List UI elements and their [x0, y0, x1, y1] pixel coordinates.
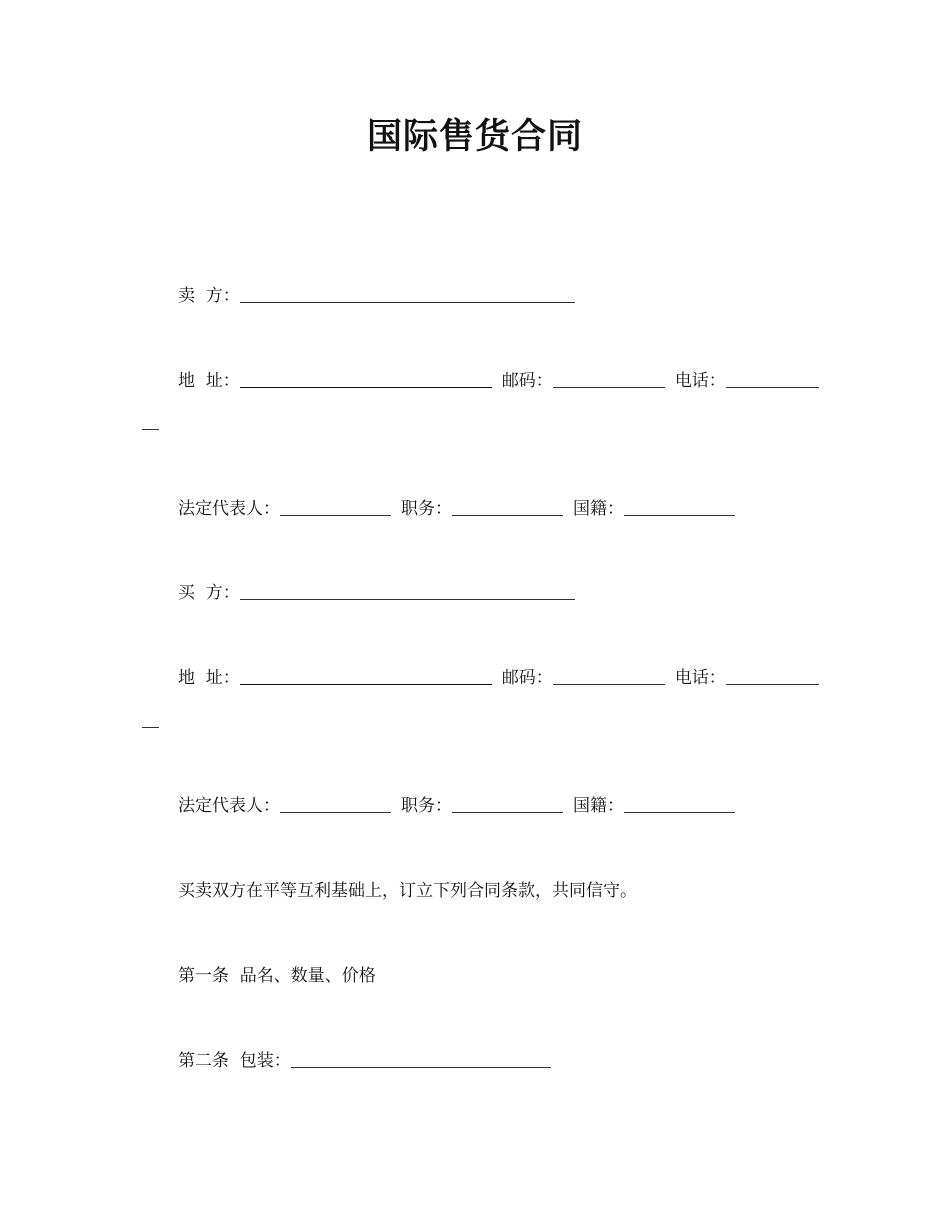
- preamble-text: 买卖双方在平等互利基础上，订立下列合同条款，共同信守。: [178, 881, 637, 901]
- seller-rep-blank[interactable]: [280, 514, 391, 516]
- buyer-position-label: 职务：: [401, 796, 452, 816]
- buyer-phone-label: 电话：: [674, 668, 726, 688]
- article-1-heading: 第一条 品名、数量、价格: [178, 966, 376, 986]
- article-2-label: 第二条 包装：: [178, 1051, 291, 1071]
- seller-position-blank[interactable]: [452, 514, 563, 516]
- buyer-rep-blank[interactable]: [280, 811, 391, 813]
- buyer-blank[interactable]: [240, 598, 575, 600]
- buyer-address-line: [178, 663, 819, 689]
- seller-postcode-label: 邮码：: [501, 371, 553, 391]
- article-2-line: [178, 1046, 551, 1072]
- buyer-label: 买 方：: [178, 583, 240, 603]
- buyer-position-blank[interactable]: [452, 811, 563, 813]
- buyer-phone-blank-wrap: [142, 727, 159, 728]
- seller-phone-blank-wrap: [142, 429, 159, 430]
- buyer-line: [178, 578, 575, 604]
- seller-phone-blank[interactable]: [726, 386, 819, 388]
- buyer-phone-blank[interactable]: [726, 683, 819, 685]
- seller-address-line: [178, 366, 819, 392]
- seller-address-blank[interactable]: [240, 386, 492, 388]
- article-1-line: [178, 961, 376, 987]
- buyer-postcode-blank[interactable]: [553, 683, 665, 685]
- preamble-line: [178, 876, 637, 902]
- seller-address-label: 地 址：: [178, 371, 240, 391]
- seller-nationality-label: 国籍：: [573, 499, 624, 519]
- packaging-blank[interactable]: [291, 1066, 551, 1068]
- seller-blank[interactable]: [240, 301, 575, 303]
- seller-phone-label: 电话：: [674, 371, 726, 391]
- buyer-rep-line: [178, 791, 735, 817]
- seller-rep-label: 法定代表人：: [178, 499, 280, 519]
- seller-postcode-blank[interactable]: [553, 386, 665, 388]
- buyer-address-label: 地 址：: [178, 668, 240, 688]
- seller-position-label: 职务：: [401, 499, 452, 519]
- buyer-postcode-label: 邮码：: [501, 668, 553, 688]
- seller-rep-line: [178, 494, 735, 520]
- buyer-nationality-label: 国籍：: [573, 796, 624, 816]
- contract-title: 国际售货合同: [366, 117, 583, 157]
- buyer-address-blank[interactable]: [240, 683, 492, 685]
- buyer-rep-label: 法定代表人：: [178, 796, 280, 816]
- buyer-nationality-blank[interactable]: [624, 811, 735, 813]
- seller-line: [178, 281, 575, 307]
- seller-label: 卖 方：: [178, 286, 240, 306]
- seller-nationality-blank[interactable]: [624, 514, 735, 516]
